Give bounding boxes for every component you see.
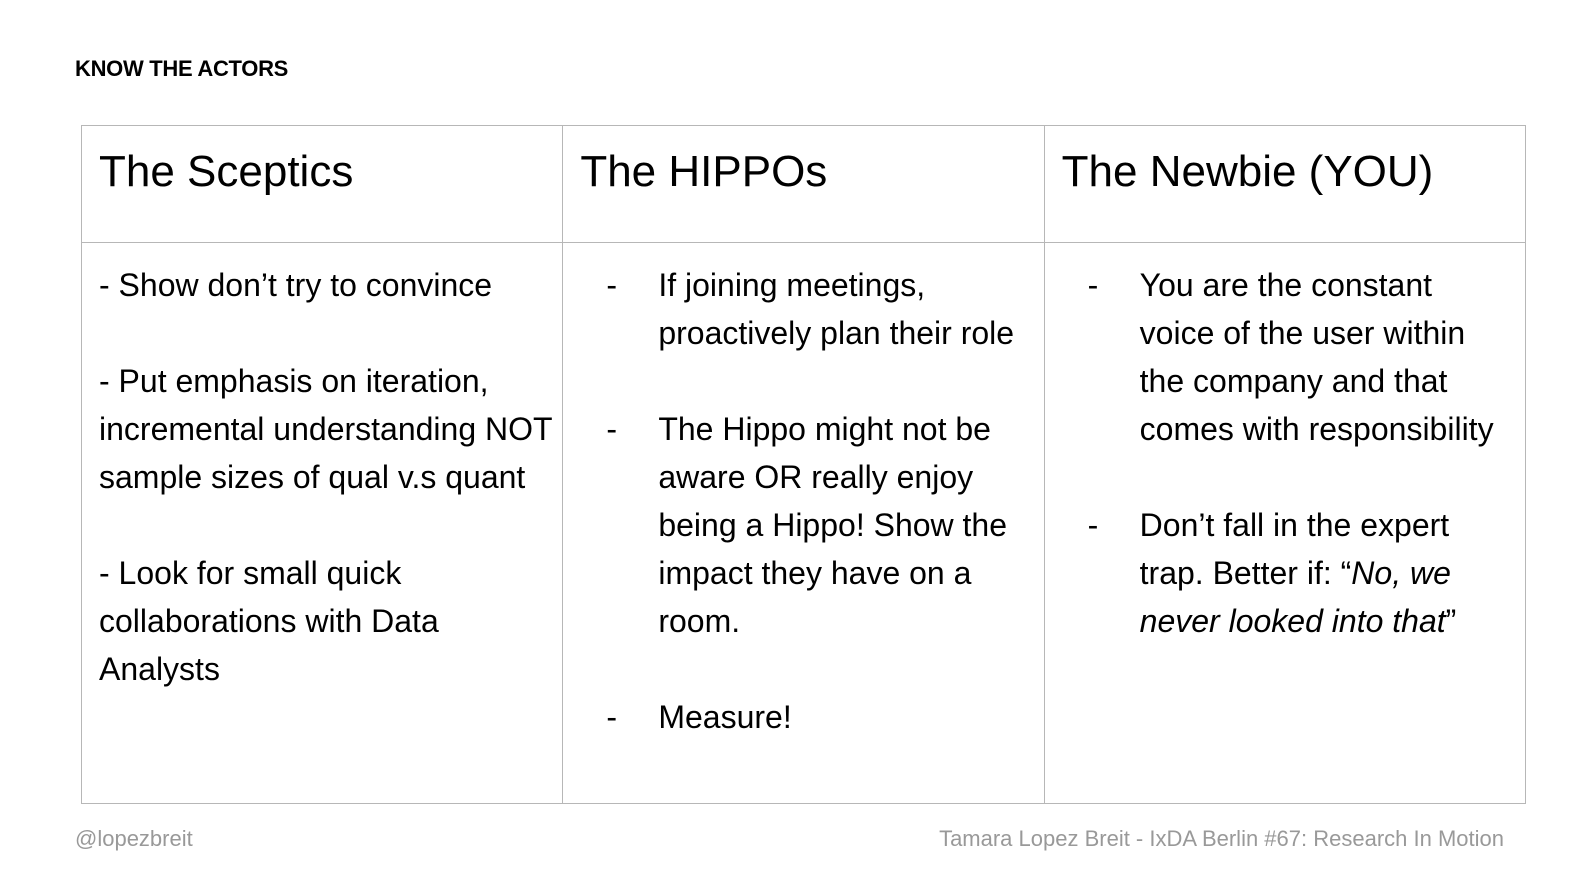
hippos-list (563, 261, 1043, 741)
list-item-text: If joining meetings, proactively plan their role (658, 267, 1015, 351)
footer-handle: @lopezbreit (75, 826, 193, 851)
list-item (1045, 261, 1525, 453)
dash-bullet: - (606, 699, 617, 735)
list-item-lead: Don’t fall in the expert trap. Better if: “ (1139, 507, 1450, 591)
dash-bullet: - (606, 411, 617, 447)
body-cell-sceptics (82, 243, 563, 804)
list-item: - Put emphasis on iteration, incremental understanding NOT sample sizes of qual v.s quant (99, 363, 552, 495)
sceptics-list (99, 261, 562, 693)
list-item (563, 405, 1043, 645)
dash-bullet: - (1087, 507, 1099, 543)
body-cell-newbie (1044, 243, 1525, 804)
list-item-text: You are the constant voice of the user within the company and that comes with responsibility (1139, 267, 1494, 447)
list-item-text: The Hippo might not be aware OR really enjoy being a Hippo! Show the impact they have on a room. (658, 411, 1008, 639)
list-item (563, 693, 1043, 741)
body-cell-hippos (563, 243, 1044, 804)
header-cell-newbie (1044, 126, 1525, 243)
header-cell-hippos (563, 126, 1044, 243)
table-header-row (82, 126, 1526, 243)
table-body-row (82, 243, 1526, 804)
list-item-tail: ” (1445, 603, 1457, 639)
list-item-quote: No, we never looked into that (1139, 555, 1451, 639)
column-title-newbie: The Newbie (YOU) (1061, 147, 1434, 196)
column-title-sceptics: The Sceptics (99, 147, 354, 196)
list-item-text: Measure! (658, 699, 792, 735)
newbie-list (1045, 261, 1525, 645)
footer-credit: Tamara Lopez Breit - IxDA Berlin #67: Research In Motion (939, 826, 1504, 851)
list-item (1045, 501, 1525, 645)
dash-bullet: - (1087, 267, 1099, 303)
dash-bullet: - (606, 267, 617, 303)
actors-table (81, 125, 1526, 804)
list-item (563, 261, 1043, 357)
column-title-hippos: The HIPPOs (580, 147, 828, 196)
header-cell-sceptics (82, 126, 563, 243)
list-item: - Show don’t try to convince (99, 267, 493, 303)
slide-heading: KNOW THE ACTORS (75, 56, 289, 81)
list-item: - Look for small quick collaborations with Data Analysts (99, 555, 439, 687)
